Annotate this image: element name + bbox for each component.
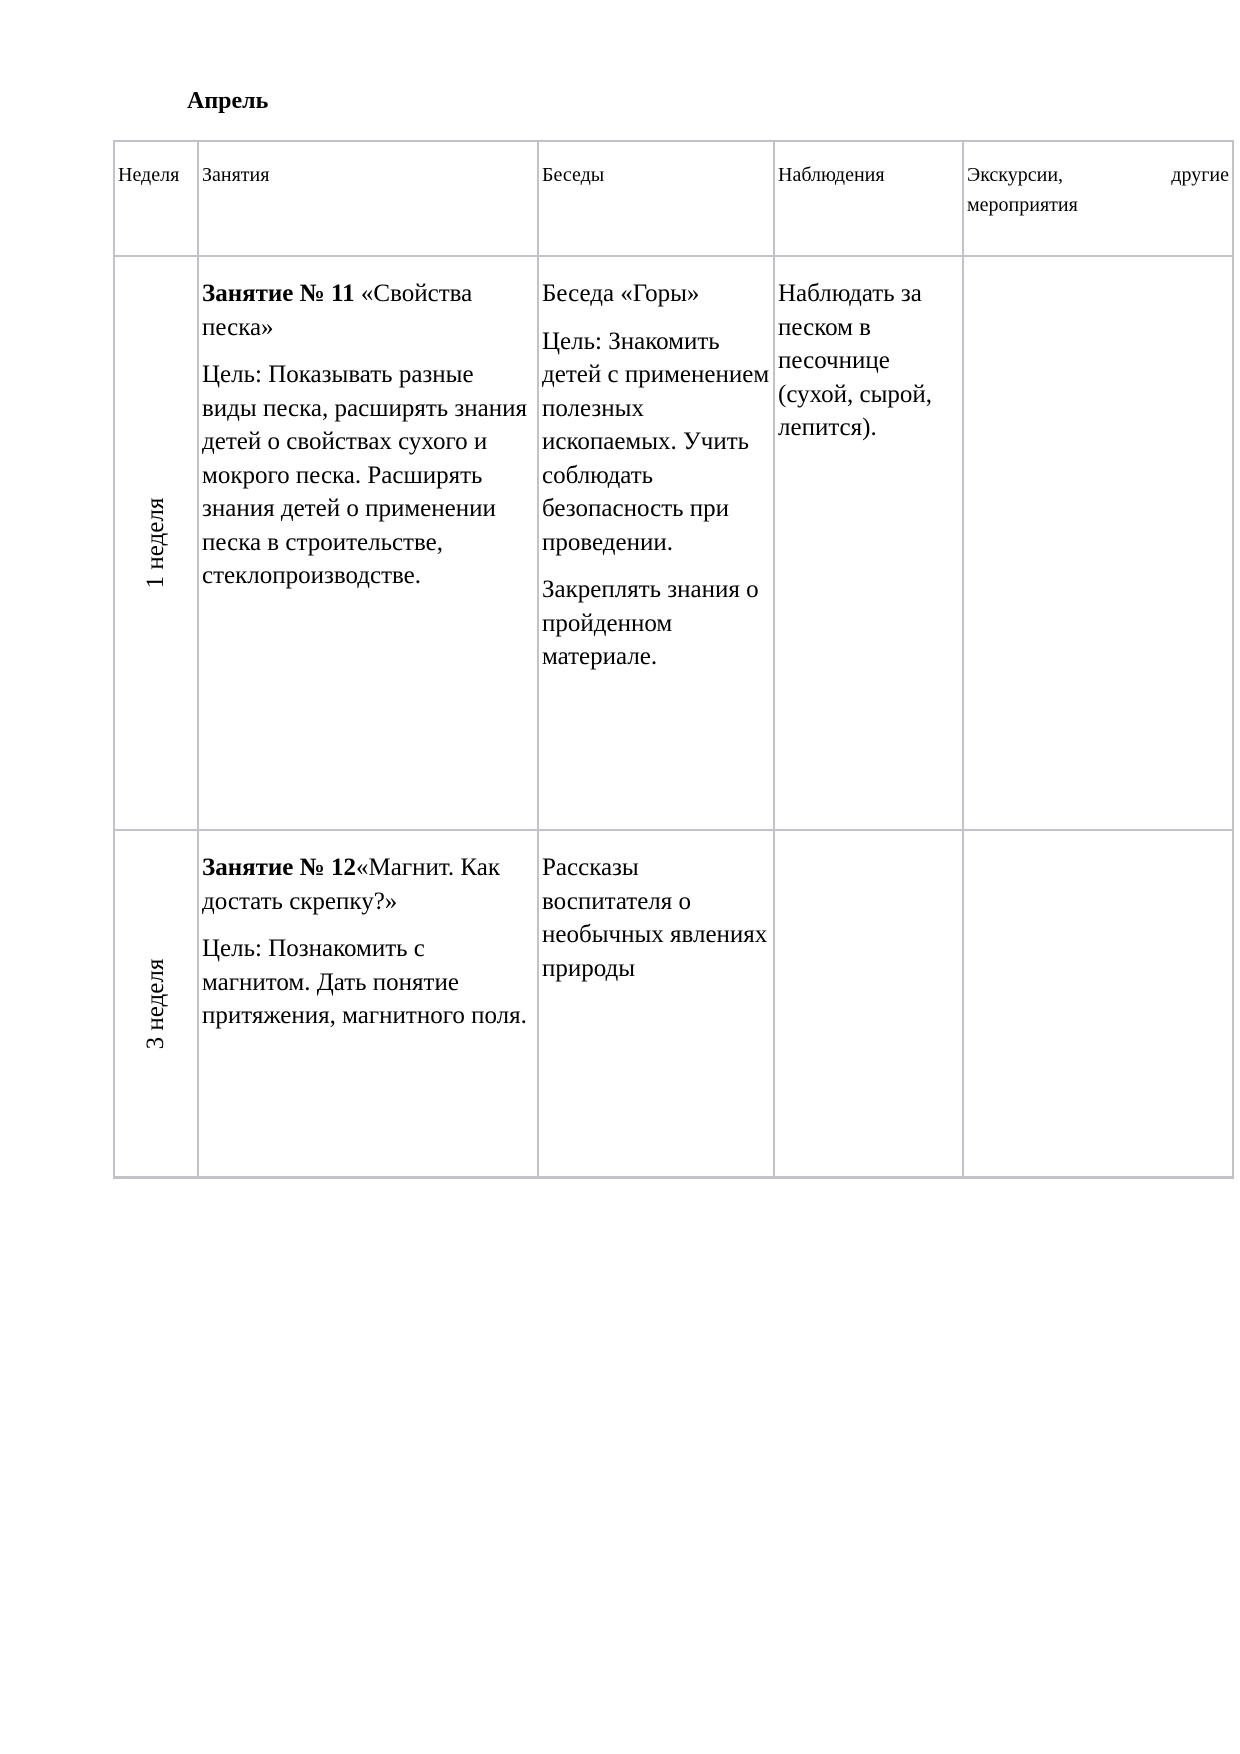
excursion-cell [963, 830, 1233, 1178]
lesson-goal: Цель: Показывать разные виды песка, расширять знания детей о свойствах сухого и мокрого песка. Расширять знания детей о применении песка в строительстве, стеклопроизводстве. [202, 361, 528, 589]
header-observations: Наблюдения [774, 141, 963, 256]
talk-cell [538, 256, 774, 830]
lesson-cell [198, 830, 538, 1178]
header-talks: Беседы [538, 141, 774, 256]
week-label: 3 неделя [142, 958, 169, 1049]
header-lessons: Занятия [198, 141, 538, 256]
talk-extra: Закреплять знания о пройденном материале. [542, 576, 759, 670]
lesson-title-bold: Занятие № 11 [202, 280, 355, 307]
header-week: Неделя [114, 141, 198, 256]
table-row [114, 830, 1233, 1178]
observation-cell [774, 256, 963, 830]
page-title: Апрель [187, 88, 269, 114]
header-excursions-word2: другие [1171, 164, 1229, 186]
header-excursions-word3: мероприятия [967, 194, 1078, 216]
talk-title: Рассказы воспитателя о необычных явлениях природы [542, 854, 768, 982]
week-cell [114, 830, 198, 1178]
lesson-title-bold: Занятие № 12 [202, 854, 357, 881]
talk-cell [538, 830, 774, 1178]
plan-table [113, 140, 1234, 1179]
observation-text: Наблюдать за песком в песочнице (сухой, сырой, лепится). [778, 280, 933, 441]
excursion-cell [963, 256, 1233, 830]
week-label: 1 неделя [142, 497, 169, 589]
header-excursions-word1: Экскурсии, [967, 164, 1064, 186]
table-row [114, 256, 1233, 830]
talk-goal: Цель: Знакомить детей с применением полезных ископаемых. Учить соблюдать безопасность при проведении. [542, 327, 770, 556]
table-header-row [114, 141, 1233, 256]
lesson-title-rest: «Свойства песка» [202, 280, 473, 341]
lesson-goal: Цель: Познакомить с магнитом. Дать понятие притяжения, магнитного поля. [202, 935, 527, 1029]
week-cell [114, 256, 198, 830]
talk-title: Беседа «Горы» [542, 280, 700, 307]
observation-cell [774, 830, 963, 1178]
lesson-title-rest: «Магнит. Как достать скрепку?» [202, 854, 501, 915]
header-excursions [963, 141, 1233, 256]
lesson-cell [198, 256, 538, 830]
